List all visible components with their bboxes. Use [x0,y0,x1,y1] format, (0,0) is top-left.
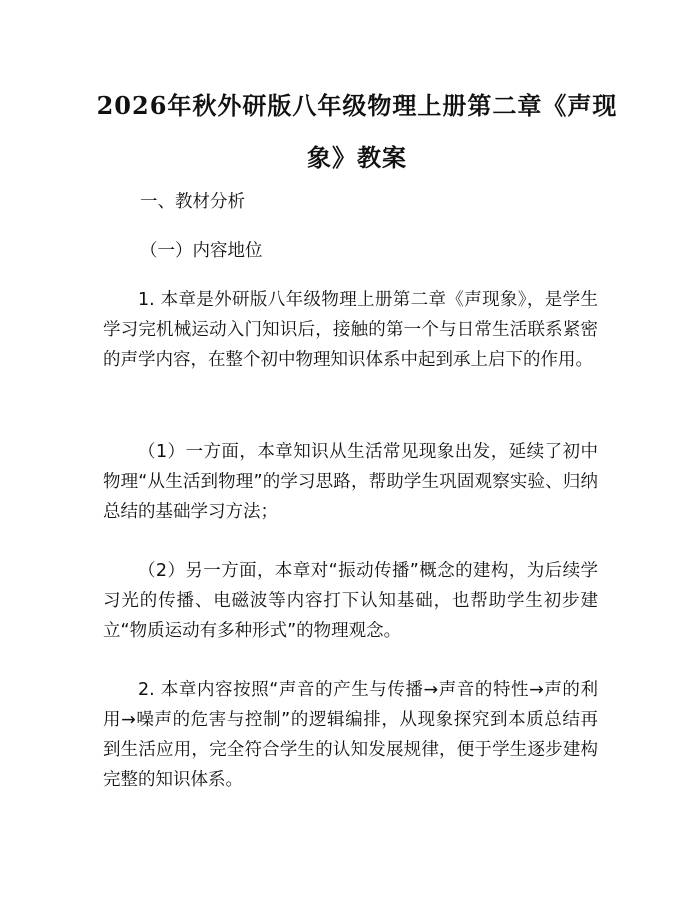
document-title: 2026年秋外研版八年级物理上册第二章《声现象》教案 [96,91,618,172]
subsection-heading: （一）内容地位 [140,241,263,261]
section-heading: 一、教材分析 [140,192,245,212]
paragraph: （2）另一方面，本章对“振动传播”概念的建构，为后续学习光的传播、电磁波等内容打下认知基础，也帮助学生初步建立“物质运动有多种形式”的物理观念。 [103,561,598,641]
paragraph: 2. 本章内容按照“声音的产生与传播→声音的特性→声的利用→噪声的危害与控制”的逻辑编排，从现象探究到本质总结再到生活应用，完全符合学生的认知发展规律，便于学生逐步建构完整的知识体系。 [103,680,598,790]
paragraph: （1）一方面，本章知识从生活常见现象出发，延续了初中物理“从生活到物理”的学习思路，帮助学生巩固观察实验、归纳总结的基础学习方法； [103,442,598,522]
paragraph: 1. 本章是外研版八年级物理上册第二章《声现象》，是学生学习完机械运动入门知识后，接触的第一个与日常生活联系紧密的声学内容，在整个初中物理知识体系中起到承上启下的作用。 [103,290,598,370]
